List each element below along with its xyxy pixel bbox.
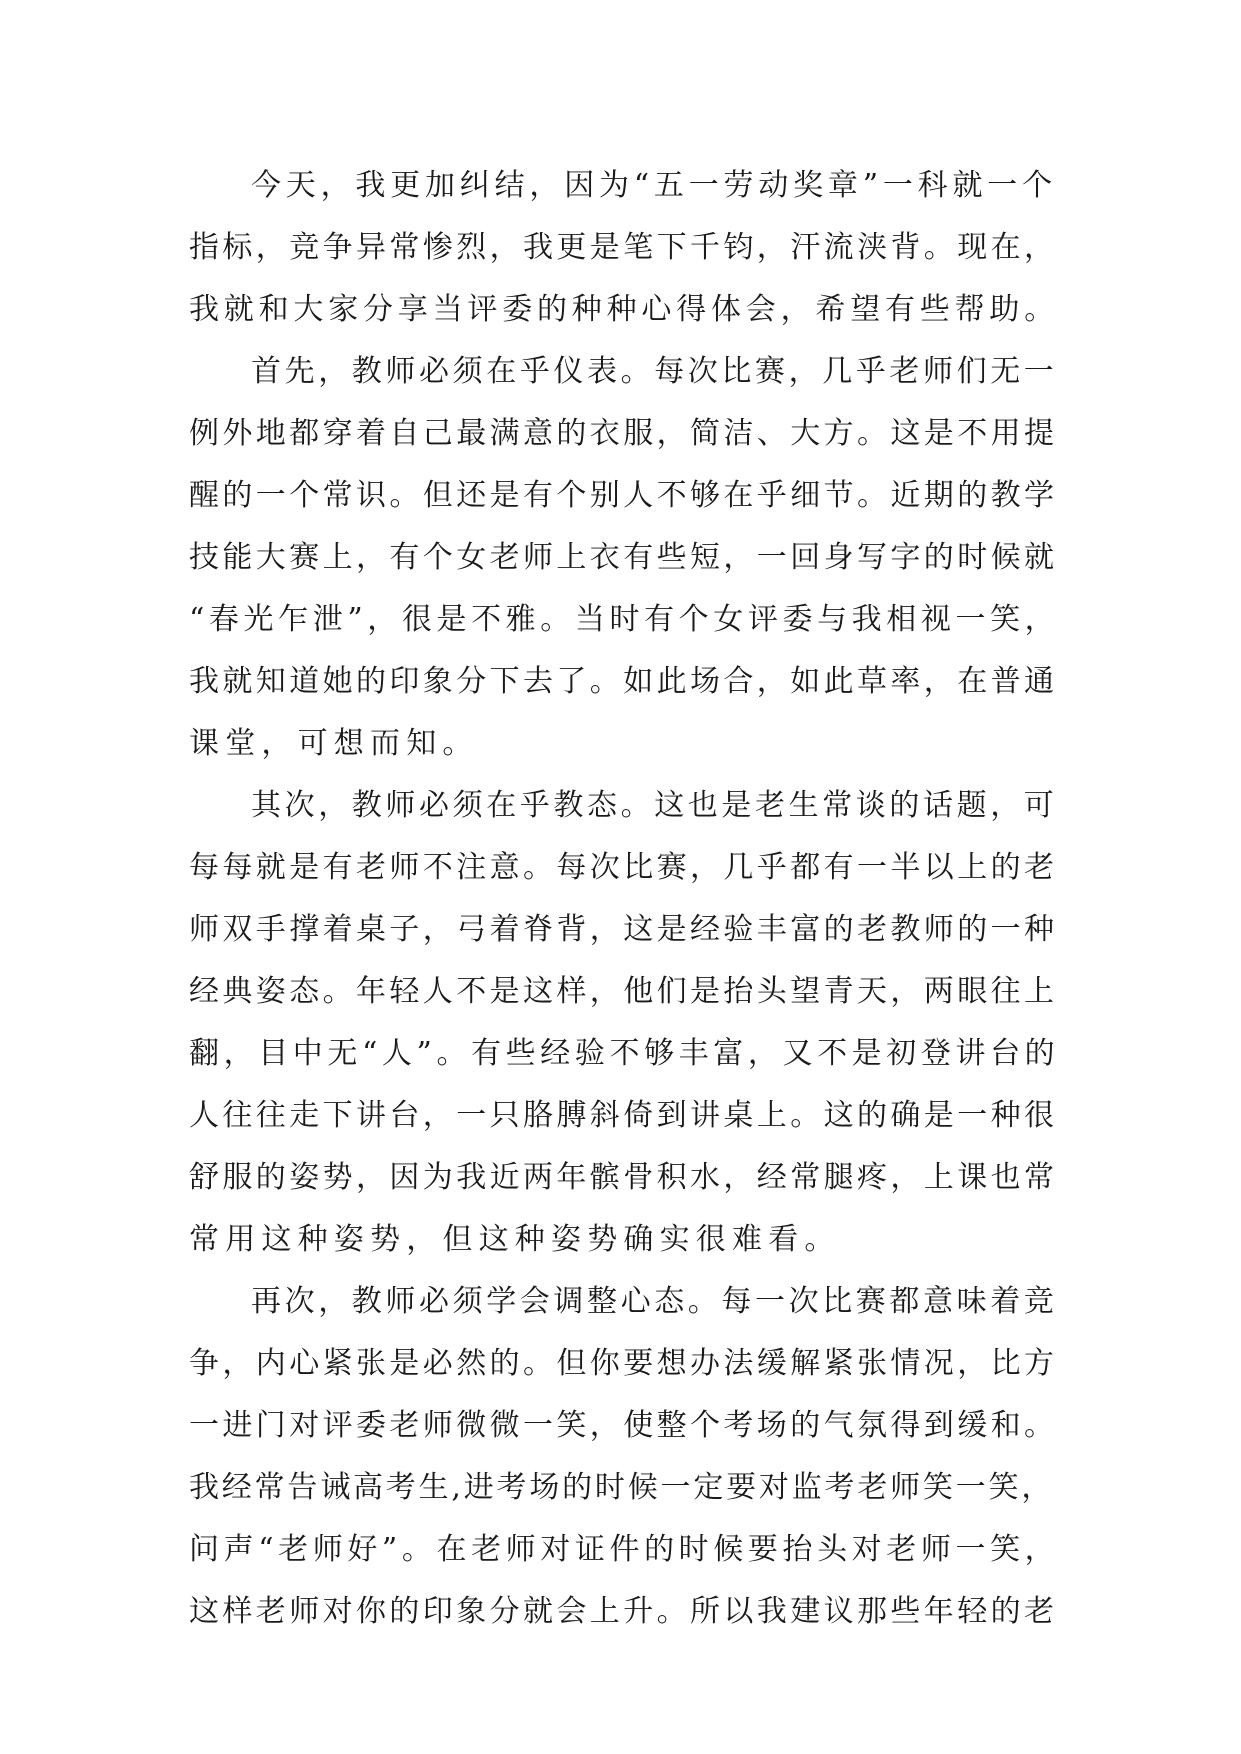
text-line: 我就知道她的印象分下去了。如此场合，如此草率，在普通 — [189, 664, 1058, 699]
text-line: “春光乍泄”，很是不雅。当时有个女评委与我相视一笑， — [189, 602, 1060, 637]
text-line: 师双手撑着桌子，弓着脊背，这是经验丰富的老教师的一种 — [189, 912, 1058, 947]
text-line: 每每就是有老师不注意。每次比赛，几乎都有一半以上的老 — [189, 850, 1058, 885]
text-line: 人往往走下讲台，一只胳膊斜倚到讲桌上。这的确是一种很 — [189, 1098, 1058, 1133]
text-line: 我就和大家分享当评委的种种心得体会，希望有些帮助。 — [189, 292, 1059, 327]
text-line: 问声“老师好”。在老师对证件的时候要抬头对老师一笑， — [189, 1532, 1060, 1567]
text-line: 技能大赛上，有个女老师上衣有些短，一回身写字的时候就 — [189, 540, 1058, 575]
document-body — [189, 155, 1059, 1643]
text-line: 常用这种姿势，但这种姿势确实很难看。 — [189, 1222, 841, 1257]
text-line: 争，内心紧张是必然的。但你要想办法缓解紧张情况，比方 — [189, 1346, 1058, 1381]
text-line: 其次，教师必须在乎教态。这也是老生常谈的话题，可 — [251, 788, 1058, 823]
text-line: 经典姿态。年轻人不是这样，他们是抬头望青天，两眼往上 — [189, 974, 1058, 1009]
text-line: 课堂，可想而知。 — [189, 726, 479, 761]
text-line: 一进门对评委老师微微一笑，使整个考场的气氛得到缓和。 — [189, 1408, 1058, 1443]
text-line: 我经常告诫高考生,进考场的时候一定要对监考老师笑一笑， — [189, 1470, 1055, 1505]
text-line: 例外地都穿着自己最满意的衣服，简洁、大方。这是不用提 — [189, 416, 1058, 451]
text-line: 翻，目中无“人”。有些经验不够丰富，又不是初登讲台的 — [189, 1036, 1060, 1071]
text-line: 再次，教师必须学会调整心态。每一次比赛都意味着竞 — [251, 1284, 1058, 1319]
text-line: 醒的一个常识。但还是有个别人不够在乎细节。近期的教学 — [189, 478, 1058, 513]
text-line: 舒服的姿势，因为我近两年髌骨积水，经常腿疼，上课也常 — [189, 1160, 1058, 1195]
text-line: 今天，我更加纠结，因为“五一劳动奖章”一科就一个 — [251, 168, 1057, 203]
text-line: 这样老师对你的印象分就会上升。所以我建议那些年轻的老 — [189, 1594, 1058, 1629]
text-line: 首先，教师必须在乎仪表。每次比赛，几乎老师们无一 — [251, 354, 1058, 389]
text-line: 指标，竞争异常惨烈，我更是笔下千钧，汗流浃背。现在， — [189, 230, 1058, 265]
